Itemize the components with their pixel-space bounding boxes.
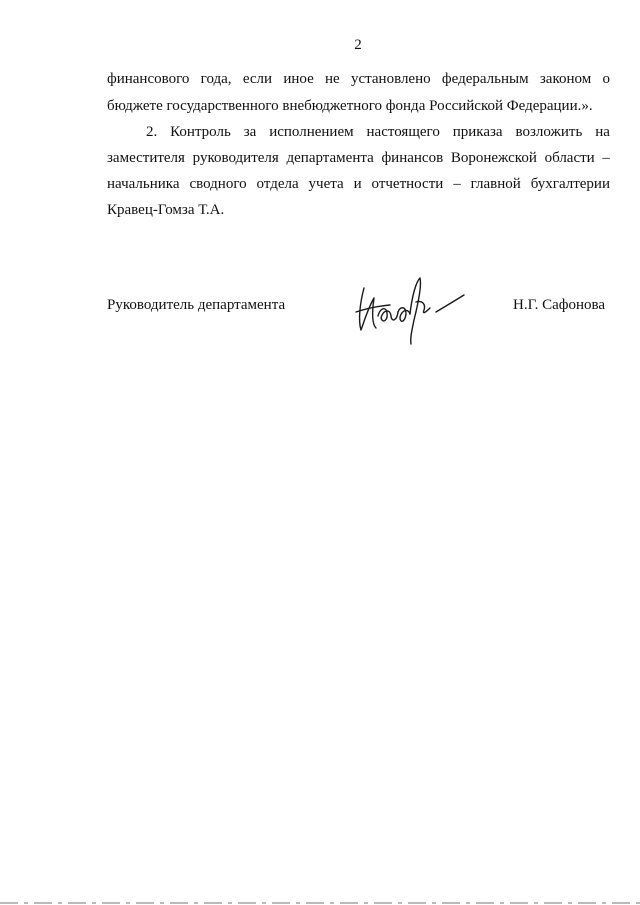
word: приказа (452, 124, 503, 140)
word: и (353, 176, 362, 192)
paragraph-2-line-3 (107, 175, 610, 193)
word: на (595, 124, 610, 140)
word: – (453, 176, 461, 192)
word: финансового (107, 71, 190, 87)
word: возложить (515, 124, 583, 140)
word: за (243, 124, 257, 140)
page-number: 2 (354, 37, 362, 53)
position-title: Руководитель департамента (107, 297, 286, 313)
word: настоящего (366, 124, 440, 140)
word: 2. (146, 124, 158, 140)
word: о (602, 71, 610, 87)
word: – (602, 150, 610, 166)
word: учета (308, 176, 344, 192)
handwritten-signature (350, 268, 470, 348)
word: области (544, 150, 595, 166)
word: федеральным (441, 71, 529, 87)
word: Контроль (170, 124, 231, 140)
scan-bottom-edge (0, 901, 640, 905)
word: не (325, 71, 340, 87)
word: руководителя (192, 150, 279, 166)
word: главной (470, 176, 521, 192)
word: Воронежской (450, 150, 537, 166)
word: года, (200, 71, 232, 87)
paragraph-1-line-2: бюджете государственного внебюджетного фонда Российской Федерации.». (107, 98, 593, 114)
paragraph-2-line-4: Кравец-Гомза Т.А. (107, 202, 225, 218)
word: отчетности (371, 176, 444, 192)
word: сводного (189, 176, 247, 192)
word: установлено (350, 71, 431, 87)
word: финансов (381, 150, 444, 166)
paragraph-2-line-1 (146, 123, 610, 141)
word: отдела (256, 176, 299, 192)
word: департамента (286, 150, 374, 166)
word: законом (539, 71, 592, 87)
word: начальника (107, 176, 180, 192)
word: бухгалтерии (530, 176, 610, 192)
paragraph-1-line-1 (107, 70, 610, 88)
word: иное (283, 71, 314, 87)
word: исполнением (269, 124, 354, 140)
paragraph-2-line-2 (107, 149, 610, 167)
signatory-name: Н.Г. Сафонова (513, 297, 606, 313)
word: заместителя (107, 150, 185, 166)
word: если (242, 71, 273, 87)
